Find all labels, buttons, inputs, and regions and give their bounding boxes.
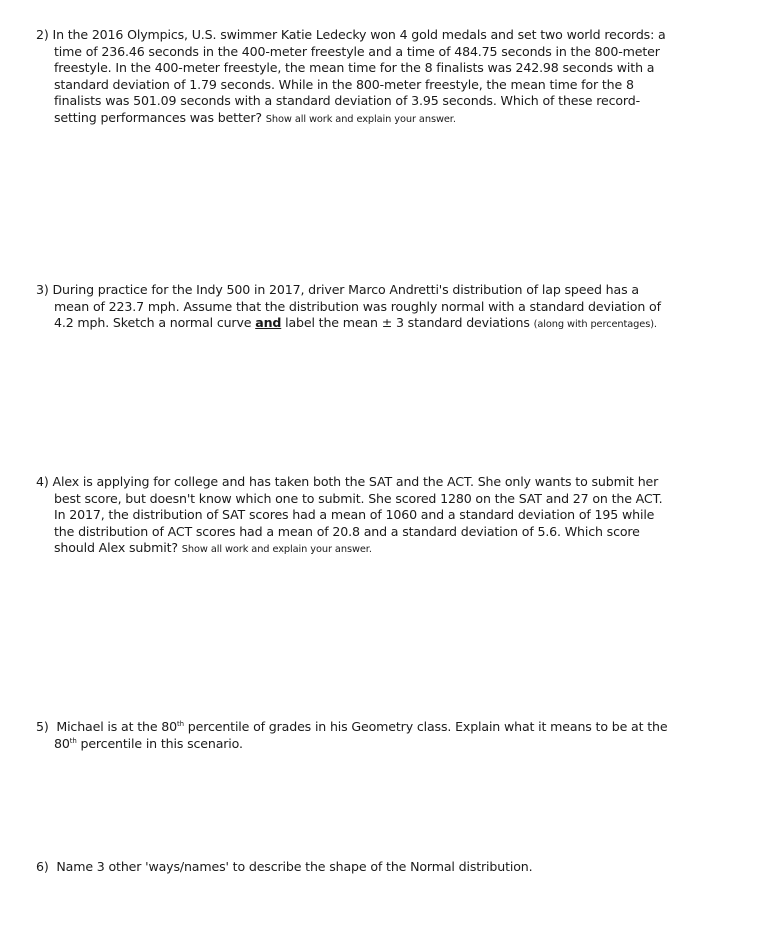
question-2: [36, 27, 741, 129]
question-3: [36, 282, 741, 334]
question-number: 2): [36, 27, 49, 42]
superscript-th: th: [69, 736, 77, 745]
instruction-note: Show all work and explain your answer.: [265, 113, 456, 125]
question-number: 6): [36, 859, 49, 874]
question-6: [36, 859, 741, 876]
question-text-line: In 2017, the distribution of SAT scores had a mean of 1060 and a standard deviation of 195 while: [54, 507, 655, 523]
question-text-line: percentile of grades in his Geometry class. Explain what it means to be at the: [187, 719, 668, 734]
question-text-line: time of 236.46 seconds in the 400-meter freestyle and a time of 484.75 seconds in the 800-meter: [54, 43, 660, 59]
question-text-line: label the mean ± 3 standard deviations: [285, 315, 530, 331]
question-text-line: Michael is at the 80: [56, 719, 178, 734]
superscript-th: th: [177, 720, 184, 728]
question-5: [36, 719, 741, 752]
question-text-line: 80: [54, 735, 70, 751]
instruction-note: (along with percentages).: [533, 319, 657, 331]
question-text-line: mean of 223.7 mph. Assume that the distribution was roughly normal with a standard deviation of: [54, 298, 661, 314]
emphasis-word: and: [255, 315, 282, 331]
question-text-line: During practice for the Indy 500 in 2017, driver Marco Andretti's distribution of lap speed has a: [52, 282, 639, 297]
question-text-line: finalists was 501.09 seconds with a standard deviation of 3.95 seconds. Which of these record-: [54, 93, 640, 109]
question-number: 3): [36, 282, 49, 297]
question-text-line: Alex is applying for college and has taken both the SAT and the ACT. She only wants to submit her: [52, 474, 659, 489]
question-text-line: best score, but doesn't know which one to submit. She scored 1280 on the SAT and 27 on the ACT.: [54, 490, 663, 506]
question-text-line: 4.2 mph. Sketch a normal curve: [54, 315, 252, 331]
question-text-line: In the 2016 Olympics, U.S. swimmer Katie Ledecky won 4 gold medals and set two world records: a: [52, 27, 666, 42]
question-text-line: Name 3 other 'ways/names' to describe the shape of the Normal distribution.: [56, 859, 533, 874]
question-text-line: standard deviation of 1.79 seconds. While in the 800-meter freestyle, the mean time for the 8: [54, 76, 634, 92]
question-number: 4): [36, 474, 49, 489]
question-text-line: setting performances was better?: [54, 109, 262, 125]
question-text-line: freestyle. In the 400-meter freestyle, the mean time for the 8 finalists was 242.98 seconds with a: [54, 60, 655, 76]
question-text-line: percentile in this scenario.: [80, 735, 243, 751]
instruction-note: Show all work and explain your answer.: [181, 544, 372, 556]
question-text-line: should Alex submit?: [54, 540, 178, 556]
question-4: [36, 474, 741, 559]
question-text-line: the distribution of ACT scores had a mean of 20.8 and a standard deviation of 5.6. Which score: [54, 523, 640, 539]
question-number: 5): [36, 719, 49, 734]
